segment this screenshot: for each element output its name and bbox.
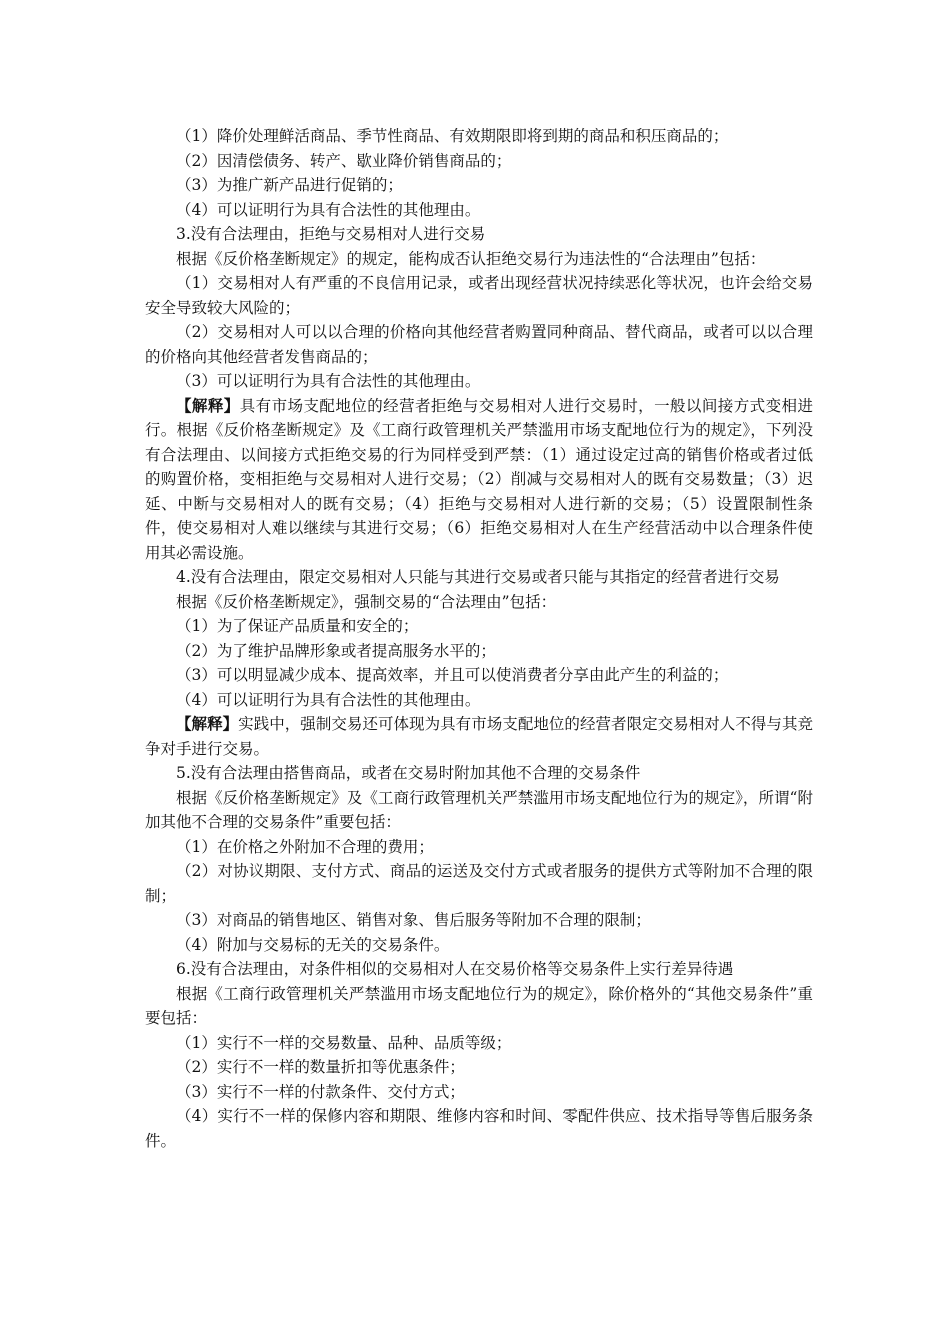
section-heading: 5.没有合法理由搭售商品，或者在交易时附加其他不合理的交易条件	[176, 764, 641, 782]
paragraph: （1）为了保证产品质量和安全的；	[176, 617, 419, 635]
paragraph: （3）对商品的销售地区、销售对象、售后服务等附加不合理的限制；	[176, 911, 651, 929]
paragraph: 根据《反价格垄断规定》的规定，能构成否认拒绝交易行为违法性的“合法理由”包括：	[176, 249, 766, 268]
paragraph: （4）可以证明行为具有合法性的其他理由。	[176, 690, 481, 709]
paragraph: （3）可以明显减少成本、提高效率，并且可以使消费者分享由此产生的利益的；	[176, 666, 729, 684]
paragraph: （1）交易相对人有严重的不良信用记录，或者出现经营状况持续恶化等状况，也许会给交易安全导致较大风险的；	[145, 274, 813, 317]
explanation-label: 【解释】	[176, 395, 240, 415]
explanation-paragraph	[145, 712, 813, 761]
explanation-text: 具有市场支配地位的经营者拒绝与交易相对人进行交易时，一般以间接方式变相进行。根据《反价格垄断规定》及《工商行政管理机关严禁滥用市场支配地位行为的规定》，下列没有合法理由、以间接方式拒绝交易的行为同样受到严禁：（1）通过设定过高的销售价格或者过低的购置价格，变相拒绝与交易相对人进行交易；（2）削减与交易相对人的既有交易数量；（3）迟延、中断与交易相对人的既有交易；（4）拒绝与交易相对人进行新的交易；（5）设置限制性条件，使交易相对人难以继续与其进行交易；（6）拒绝交易相对人在生产经营活动中以合理条件使用其必需设施。	[145, 396, 813, 562]
paragraph: （2）为了维护品牌形象或者提高服务水平的；	[176, 641, 496, 660]
paragraph: （2）交易相对人可以以合理的价格向其他经营者购置同种商品、替代商品，或者可以以合理的价格向其他经营者发售商品的；	[145, 323, 813, 366]
document-body	[145, 124, 813, 1153]
paragraph: （4）可以证明行为具有合法性的其他理由。	[176, 200, 481, 219]
paragraph: 根据《工商行政管理机关严禁滥用市场支配地位行为的规定》，除价格外的“其他交易条件”重要包括：	[145, 984, 813, 1027]
explanation-label: 【解释】	[176, 714, 239, 733]
section-heading: 4.没有合法理由，限定交易相对人只能与其进行交易或者只能与其指定的经营者进行交易	[176, 568, 780, 586]
paragraph: 根据《反价格垄断规定》及《工商行政管理机关严禁滥用市场支配地位行为的规定》，所谓“附加其他不合理的交易条件”重要包括：	[145, 788, 813, 831]
paragraph: （2）对协议期限、支付方式、商品的运送及交付方式或者服务的提供方式等附加不合理的限制；	[145, 862, 813, 905]
paragraph: （4）实行不一样的保修内容和期限、维修内容和时间、零配件供应、技术指导等售后服务条件。	[145, 1107, 813, 1150]
paragraph: （2）因清偿债务、转产、歇业降价销售商品的；	[176, 151, 512, 170]
explanation-text: 实践中，强制交易还可体现为具有市场支配地位的经营者限定交易相对人不得与其竞争对手进行交易。	[145, 715, 813, 758]
paragraph: （4）附加与交易标的无关的交易条件。	[176, 935, 450, 954]
paragraph: （2）实行不一样的数量折扣等优惠条件；	[176, 1058, 465, 1076]
paragraph: （3）为推广新产品进行促销的；	[176, 176, 403, 194]
explanation-paragraph	[145, 394, 813, 566]
paragraph: 根据《反价格垄断规定》，强制交易的“合法理由”包括：	[176, 592, 557, 611]
paragraph: （3）实行不一样的付款条件、交付方式；	[176, 1082, 465, 1101]
paragraph: （1）实行不一样的交易数量、品种、品质等级；	[176, 1033, 512, 1052]
paragraph: （1）在价格之外附加不合理的费用；	[176, 837, 434, 856]
paragraph: （1）降价处理鲜活商品、季节性商品、有效期限即将到期的商品和积压商品的；	[176, 127, 729, 145]
paragraph: （3）可以证明行为具有合法性的其他理由。	[176, 372, 481, 390]
section-heading: 6.没有合法理由，对条件相似的交易相对人在交易价格等交易条件上实行差异待遇	[176, 960, 734, 978]
section-heading: 3.没有合法理由，拒绝与交易相对人进行交易	[176, 225, 486, 243]
